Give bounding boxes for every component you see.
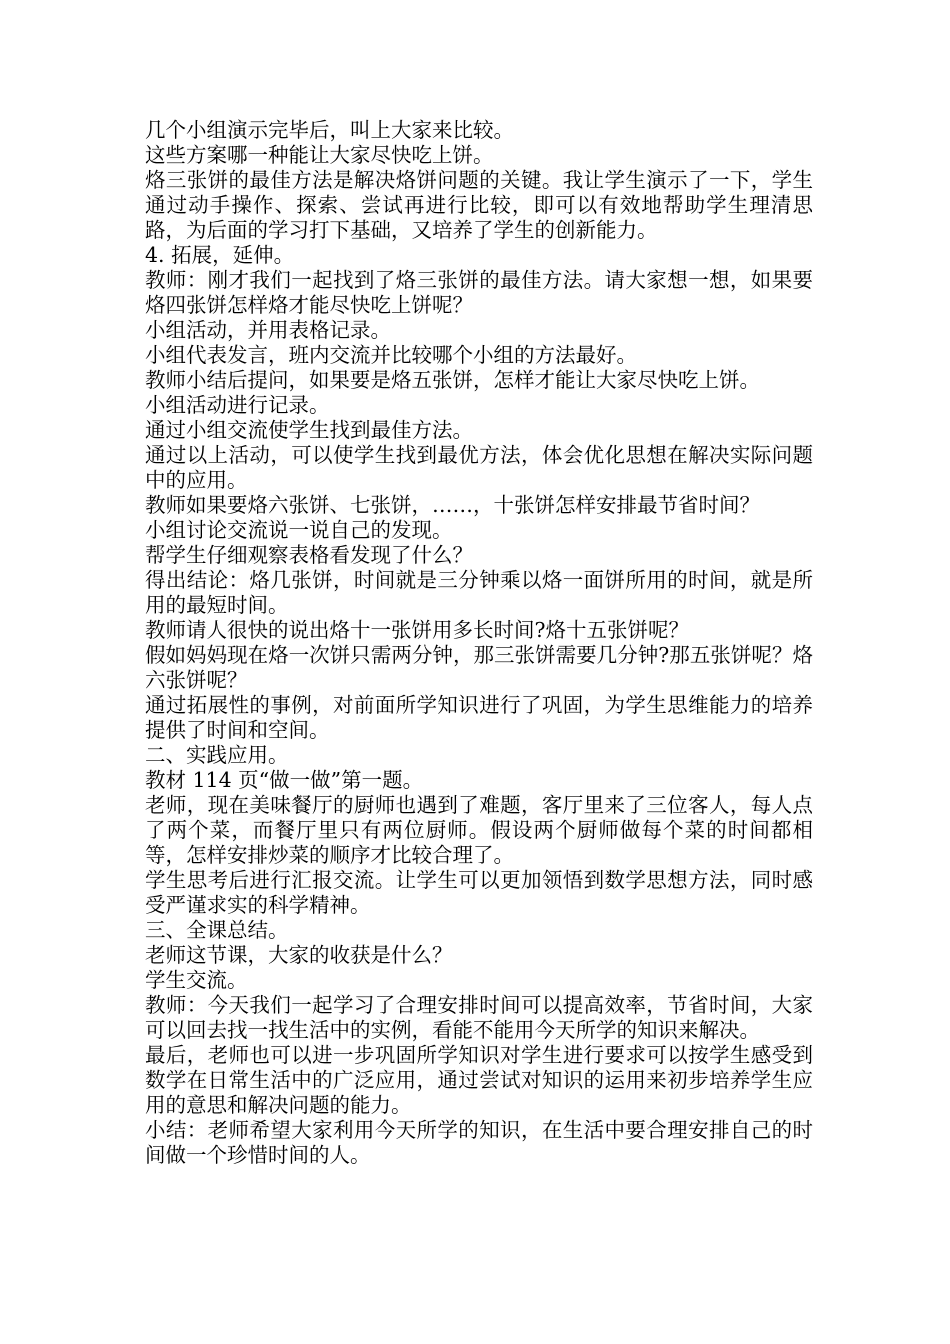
paragraph: 教师如果要烙六张饼、七张饼，……，十张饼怎样安排最节省时间？: [145, 493, 760, 517]
section-heading: 三、全课总结。: [145, 918, 289, 942]
paragraph: 教师小结后提问，如果要是烙五张饼，怎样才能让大家尽快吃上饼。: [145, 368, 760, 392]
paragraph: 老师，现在美味餐厅的厨师也遇到了难题，客厅里来了三位客人，每人点了两个菜，而餐厅里只有两位厨师。假设两个厨师做每个菜的时间都相等，怎样安排炒菜的顺序才比较合理了。: [145, 793, 813, 867]
paragraph: 小组活动，并用表格记录。: [145, 318, 391, 342]
paragraph: 小组代表发言，班内交流并比较哪个小组的方法最好。: [145, 343, 637, 367]
paragraph: 帮学生仔细观察表格看发现了什么？: [145, 543, 473, 567]
paragraph: 小结：老师希望大家利用今天所学的知识，在生活中要合理安排自己的时间做一个珍惜时间的人。: [145, 1118, 813, 1167]
paragraph: 最后，老师也可以进一步巩固所学知识对学生进行要求可以按学生感受到数学在日常生活中的广泛应用，通过尝试对知识的运用来初步培养学生应用的意思和解决问题的能力。: [145, 1043, 813, 1117]
section-heading: 4. 拓展，延伸。: [145, 243, 295, 267]
paragraph: 学生思考后进行汇报交流。让学生可以更加领悟到数学思想方法，同时感受严谨求实的科学精神。: [145, 868, 813, 917]
paragraph: 通过以上活动，可以使学生找到最优方法，体会优化思想在解决实际问题中的应用。: [145, 443, 813, 492]
paragraph: 教师：今天我们一起学习了合理安排时间可以提高效率，节省时间，大家可以回去找一找生活中的实例，看能不能用今天所学的知识来解决。: [145, 993, 813, 1042]
paragraph: 几个小组演示完毕后，叫上大家来比较。: [145, 118, 514, 142]
paragraph: 学生交流。: [145, 968, 248, 992]
paragraph: 小组讨论交流说一说自己的发现。: [145, 518, 453, 542]
paragraph: 教师：刚才我们一起找到了烙三张饼的最佳方法。请大家想一想，如果要烙四张饼怎样烙才能尽快吃上饼呢？: [145, 268, 813, 317]
paragraph: 老师这节课，大家的收获是什么？: [145, 943, 453, 967]
paragraph: 教材 114 页“做一做”第一题。: [145, 768, 424, 792]
paragraph: 假如妈妈现在烙一次饼只需两分钟，那三张饼需要几分钟?那五张饼呢？烙六张饼呢？: [145, 643, 813, 692]
paragraph: 这些方案哪一种能让大家尽快吃上饼。: [145, 143, 494, 167]
paragraph: 教师请人很快的说出烙十一张饼用多长时间?烙十五张饼呢？: [145, 618, 689, 642]
paragraph: 烙三张饼的最佳方法是解决烙饼问题的关键。我让学生演示了一下，学生通过动手操作、探索、尝试再进行比较，即可以有效地帮助学生理清思路，为后面的学习打下基础，又培养了学生的创新能力。: [145, 168, 813, 242]
paragraph: 小组活动进行记录。: [145, 393, 330, 417]
paragraph: 得出结论：烙几张饼，时间就是三分钟乘以烙一面饼所用的时间，就是所用的最短时间。: [145, 568, 813, 617]
paragraph: 通过拓展性的事例，对前面所学知识进行了巩固，为学生思维能力的培养提供了时间和空间。: [145, 693, 813, 742]
paragraph: 通过小组交流使学生找到最佳方法。: [145, 418, 473, 442]
document-page: [145, 118, 813, 1168]
section-heading: 二、实践应用。: [145, 743, 289, 767]
